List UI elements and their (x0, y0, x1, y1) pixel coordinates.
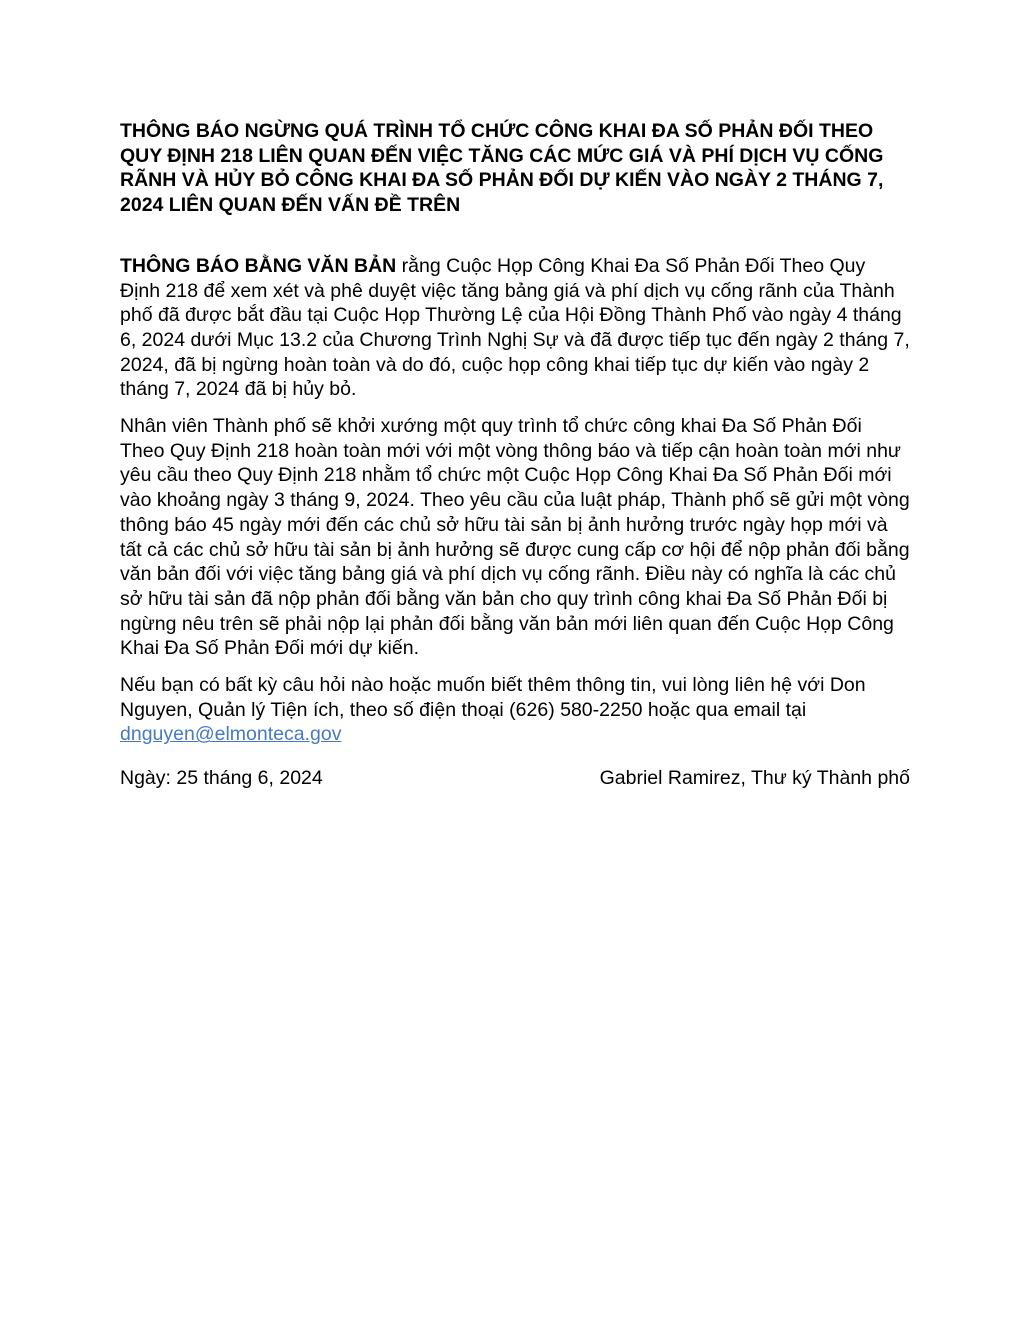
footer-row (120, 766, 910, 791)
paragraph-new-process: Nhân viên Thành phố sẽ khởi xướng một quy trình tổ chức công khai Đa Số Phản Đối Theo Quy Định 218 hoàn toàn mới với một vòng thông báo và tiếp cận hoàn toàn mới như yêu cầu theo Quy Định 218 nhằm tổ chức một Cuộc Họp Công Khai Đa Số Phản Đối mới vào khoảng ngày 3 tháng 9, 2024. Theo yêu cầu của luật pháp, Thành phố sẽ gửi một vòng thông báo 45 ngày mới đến các chủ sở hữu tài sản bị ảnh hưởng trước ngày họp mới và tất cả các chủ sở hữu tài sản bị ảnh hưởng sẽ được cung cấp cơ hội để nộp phản đối bằng văn bản đối với việc tăng bảng giá và phí dịch vụ cống rãnh. Điều này có nghĩa là các chủ sở hữu tài sản đã nộp phản đối bằng văn bản cho quy trình công khai Đa Số Phản Đối bị ngừng nêu trên sẽ phải nộp lại phản đối bằng văn bản mới liên quan đến Cuộc Họp Công Khai Đa Số Phản Đối mới dự kiến. (120, 415, 910, 660)
email-link[interactable]: dnguyen@elmonteca.gov (120, 723, 342, 746)
paragraph-contact (120, 673, 910, 747)
signature-line: Gabriel Ramirez, Thư ký Thành phố (599, 767, 910, 790)
notice-body (120, 119, 910, 791)
page-title: THÔNG BÁO NGỪNG QUÁ TRÌNH TỔ CHỨC CÔNG KHAI ĐA SỐ PHẢN ĐỐI THEO QUY ĐỊNH 218 LIÊN QUAN ĐẾN VIỆC TĂNG CÁC MỨC GIÁ VÀ PHÍ DỊCH VỤ CỐNG RÃNH VÀ HỦY BỎ CÔNG KHAI ĐA SỐ PHẢN ĐỐI DỰ KIẾN VÀO NGÀY 2 THÁNG 7, 2024 LIÊN QUAN ĐẾN VẤN ĐỀ TRÊN (120, 120, 884, 217)
paragraph-lead-bold: THÔNG BÁO BẰNG VĂN BẢN (120, 254, 397, 277)
paragraph-notice-intro (120, 254, 910, 402)
date-line: Ngày: 25 tháng 6, 2024 (120, 767, 323, 790)
paragraph-intro-text: rằng Cuộc Họp Công Khai Đa Số Phản Đối Theo Quy Định 218 để xem xét và phê duyệt việc tăng bảng giá và phí dịch vụ cống rãnh của Thành phố đã được bắt đầu tại Cuộc Họp Thường Lệ của Hội Đồng Thành Phố vào ngày 4 tháng 6, 2024 dưới Mục 13.2 của Chương Trình Nghị Sự và đã được tiếp tục đến ngày 2 tháng 7, 2024, đã bị ngừng hoàn toàn và do đó, cuộc họp công khai tiếp tục dự kiến vào ngày 2 tháng 7, 2024 đã bị hủy bỏ. (120, 254, 910, 401)
paragraph-contact-text: Nếu bạn có bất kỳ câu hỏi nào hoặc muốn biết thêm thông tin, vui lòng liên hệ với Don Nguyen, Quản lý Tiện ích, theo số điện thoại (626) 580-2250 hoặc qua email tại (120, 674, 866, 721)
